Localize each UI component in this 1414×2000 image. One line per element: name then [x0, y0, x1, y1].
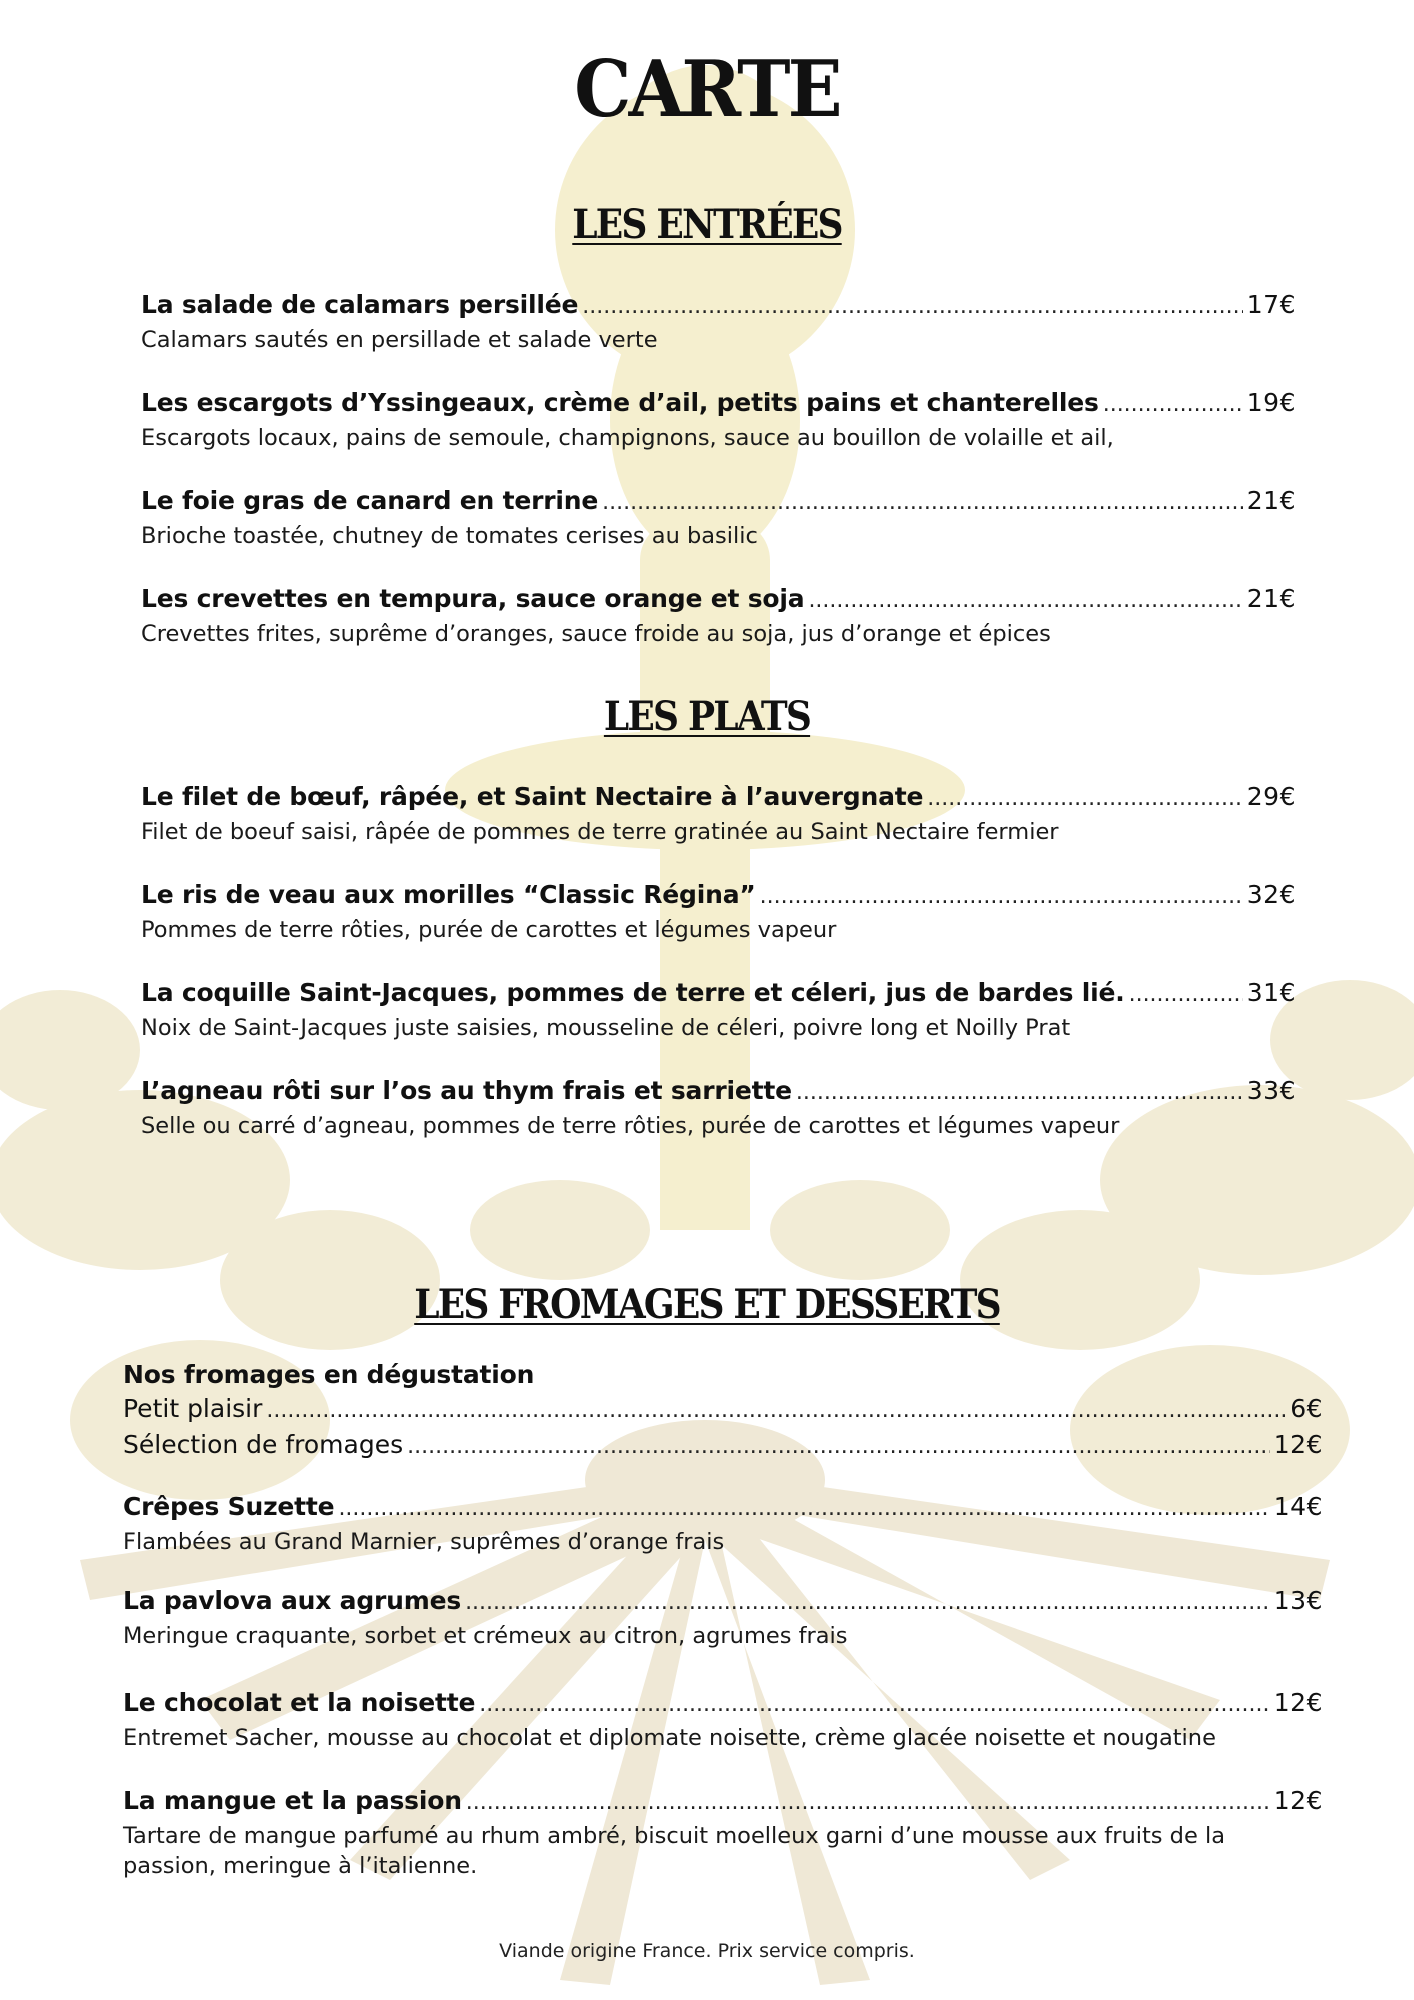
cheese-tasting-item [123, 1358, 1323, 1464]
menu-item [123, 1686, 1323, 1753]
dish-name: Crêpes Suzette [123, 1492, 335, 1521]
menu-item [141, 878, 1296, 945]
menu-item [123, 1784, 1323, 1881]
dish-description: Brioche toastée, chutney de tomates cerises au basilic [141, 523, 758, 549]
dish-name: La salade de calamars persillée [141, 290, 579, 319]
menu-item [141, 780, 1296, 847]
dish-name: La coquille Saint-Jacques, pommes de terre et céleri, jus de bardes lié. [141, 978, 1125, 1007]
leader-dots [466, 1786, 1270, 1820]
dish-description: Escargots locaux, pains de semoule, champignons, sauce au bouillon de volaille et ail, [141, 425, 1114, 451]
menu-item [123, 1584, 1323, 1651]
dish-description: Selle ou carré d’agneau, pommes de terre rôties, purée de carottes et légumes vapeur [141, 1113, 1120, 1139]
section-heading: LES FROMAGES ET DESSERTS [414, 1281, 1000, 1328]
dish-price: 33€ [1246, 1076, 1296, 1105]
menu-item [123, 1490, 1323, 1557]
dish-description: Pommes de terre rôties, purée de carottes et légumes vapeur [141, 917, 837, 943]
dish-price: 31€ [1246, 978, 1296, 1007]
leader-dots [465, 1586, 1270, 1620]
dish-description: Entremet Sacher, mousse au chocolat et diplomate noisette, crème glacée noisette et nougatine [123, 1725, 1216, 1751]
dish-name: Les crevettes en tempura, sauce orange et soja [141, 584, 805, 613]
dish-name: La mangue et la passion [123, 1786, 462, 1815]
leader-dots [808, 584, 1242, 618]
dish-price: 17€ [1246, 290, 1296, 319]
leader-dots [602, 486, 1243, 520]
dish-name: Le ris de veau aux morilles “Classic Régina” [141, 880, 756, 909]
dish-name: Le foie gras de canard en terrine [141, 486, 599, 515]
dish-name: La pavlova aux agrumes [123, 1586, 462, 1615]
leader-dots [1129, 978, 1243, 1012]
page-title: CARTE [574, 44, 840, 135]
dish-name: Le chocolat et la noisette [123, 1688, 476, 1717]
leader-dots [927, 782, 1243, 816]
dish-description: Calamars sautés en persillade et salade verte [141, 327, 658, 353]
leader-dots [1103, 388, 1243, 422]
menu-item [141, 976, 1296, 1043]
dish-price: 14€ [1273, 1492, 1323, 1521]
dish-price: 12€ [1273, 1688, 1323, 1717]
leader-dots [760, 880, 1243, 914]
dish-description: Crevettes frites, suprême d’oranges, sauce froide au soja, jus d’orange et épices [141, 621, 1051, 647]
dish-name: Nos fromages en dégustation [123, 1360, 535, 1389]
dish-name: L’agneau rôti sur l’os au thym frais et sarriette [141, 1076, 792, 1105]
dish-name: Les escargots d’Yssingeaux, crème d’ail, petits pains et chanterelles [141, 388, 1099, 417]
leader-dots [479, 1688, 1270, 1722]
dish-price: 21€ [1246, 486, 1296, 515]
dish-price: 13€ [1273, 1586, 1323, 1615]
leader-dots [338, 1492, 1269, 1526]
cheese-option-name: Petit plaisir [123, 1394, 263, 1423]
menu-item [141, 1074, 1296, 1141]
dish-description: Filet de boeuf saisi, râpée de pommes de terre gratinée au Saint Nectaire fermier [141, 819, 1059, 845]
section-heading: LES PLATS [603, 693, 811, 740]
dish-price: 12€ [1273, 1786, 1323, 1815]
leader-dots [796, 1076, 1243, 1110]
dish-price: 32€ [1246, 880, 1296, 909]
leader-dots [582, 290, 1243, 324]
dish-description: Meringue craquante, sorbet et crémeux au citron, agrumes frais [123, 1623, 848, 1649]
leader-dots [266, 1394, 1286, 1428]
cheese-option-name: Sélection de fromages [123, 1430, 404, 1459]
menu-item [141, 386, 1296, 453]
menu-item [141, 582, 1296, 649]
dish-price: 12€ [1273, 1430, 1323, 1459]
dish-description: Tartare de mangue parfumé au rhum ambré, biscuit moelleux garni d’une mousse aux fruits de la passion, meringue à l’italienne. [123, 1823, 1225, 1879]
dish-price: 21€ [1246, 584, 1296, 613]
dish-price: 6€ [1290, 1394, 1323, 1423]
dish-description: Flambées au Grand Marnier, suprêmes d’orange frais [123, 1529, 725, 1555]
dish-description: Noix de Saint-Jacques juste saisies, mousseline de céleri, poivre long et Noilly Prat [141, 1015, 1071, 1041]
section-heading: LES ENTRÉES [572, 201, 842, 248]
dish-price: 29€ [1246, 782, 1296, 811]
leader-dots [407, 1430, 1270, 1464]
dish-price: 19€ [1246, 388, 1296, 417]
menu-item [141, 484, 1296, 551]
menu-item [141, 288, 1296, 355]
dish-name: Le filet de bœuf, râpée, et Saint Nectaire à l’auvergnate [141, 782, 924, 811]
footer-note: Viande origine France. Prix service compris. [499, 1940, 915, 1962]
